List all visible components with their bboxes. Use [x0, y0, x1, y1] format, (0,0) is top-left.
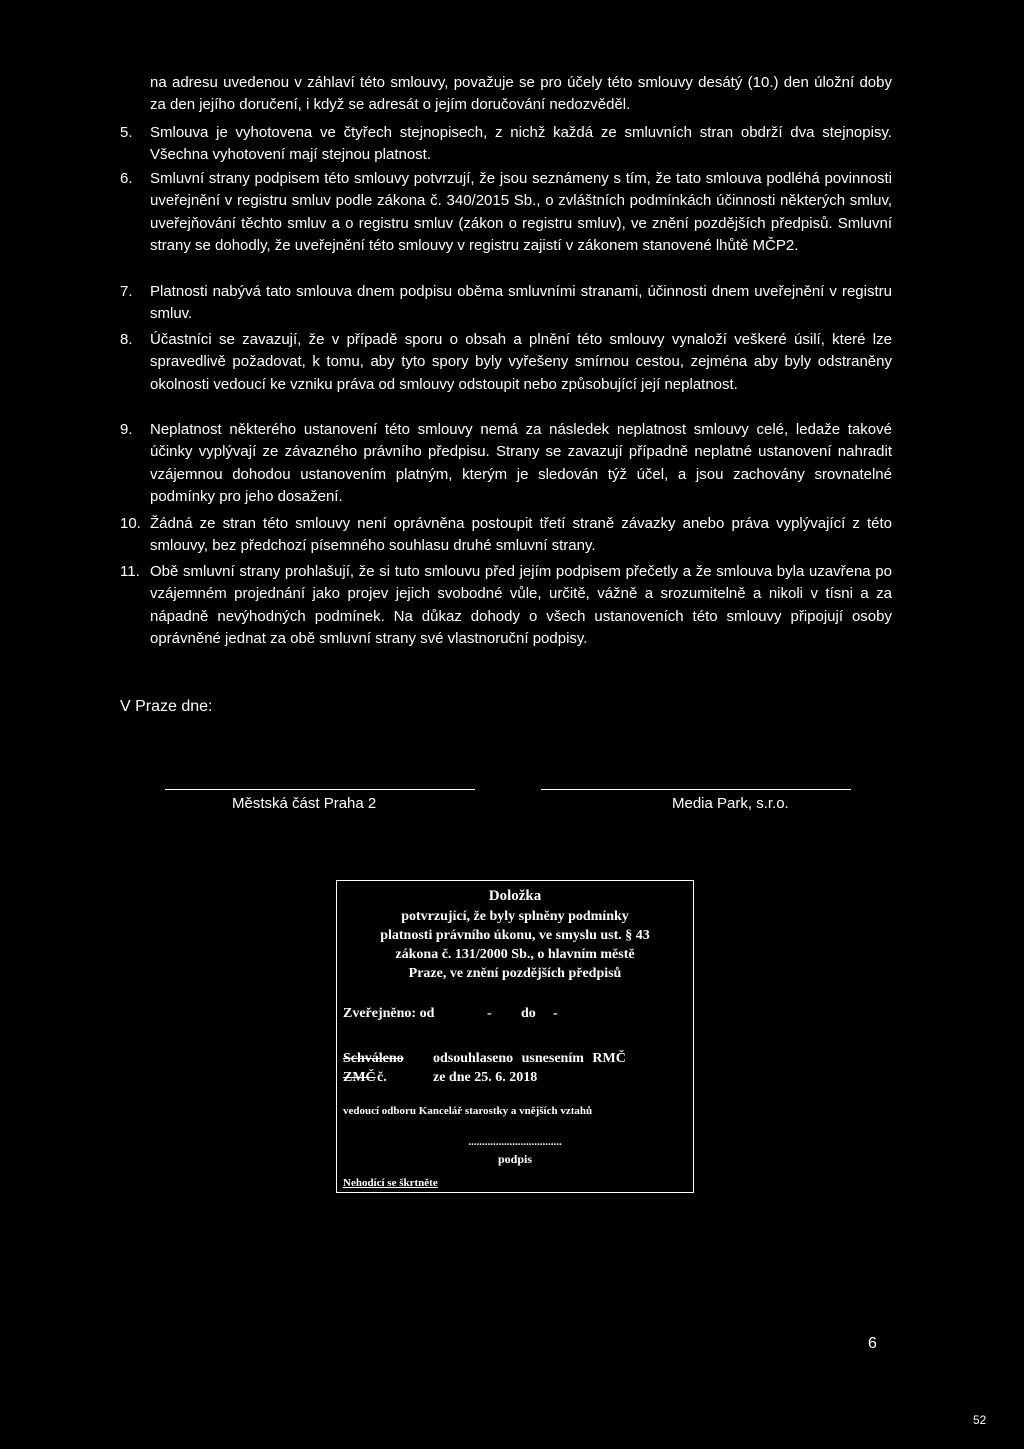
signature-line-right [541, 789, 851, 790]
clause-number: 9. [120, 421, 133, 438]
stamp-title: Doložka [488, 888, 542, 904]
published-to: do [521, 1006, 536, 1021]
published-dash: - [487, 1006, 492, 1021]
clause-text: Smlouva je vyhotovena ve čtyřech stejnopisech, z nichž každá ze smluvních stran obdrží dva stejnopisy. Všechna vyhotovení mají stejnou platnost. [150, 124, 892, 164]
clause-text: Žádná ze stran této smlouvy není oprávněna postoupit třetí straně závazky anebo práva vyplývající z této smlouvy, bez předchozí písemného souhlasu druhé smluvní strany. [150, 515, 892, 555]
zmc-struck: ZMČ [343, 1070, 376, 1085]
clause-text: Smluvní strany podpisem této smlouvy potvrzují, že jsou seznámeny s tím, že tato smlouva podléhá povinnosti uveřejnění v registru smluv podle zákona č. 340/2015 Sb., o zvláštních podmínkách účinnosti některých smluv, uveřejňování těchto smluv a o registru smluv (zákon o registru smluv), ve znění pozdějších předpisů. Smluvní strany se dohodly, že uveřejnění této smlouvy v registru zajistí v zákonem stanovené lhůtě MČP2. [150, 170, 892, 254]
zmc-number-label: č. [377, 1070, 387, 1085]
clause-text: Obě smluvní strany prohlašují, že si tuto smlouvu před jejím podpisem přečetly a že smlouva byla uzavřena po vzájemném projednání jako projev jejich svobodné vůle, určitě, vážně a srozumitelně a nikoli v tísni a za nápadně nevýhodných podmínek. Na důkaz dohody o všech ustanoveních této smlouvy připojují osoby oprávněné jednat za obě smluvní strany své vlastnoruční podpisy. [150, 563, 892, 647]
office-label: vedoucí odboru Kancelář starostky a vnějších vztahů [343, 1105, 593, 1117]
page-number: 6 [868, 1335, 877, 1352]
signatory-left: Městská část Praha 2 [232, 795, 377, 812]
clause-number: 8. [120, 331, 133, 348]
signatory-right: Media Park, s.r.o. [672, 795, 789, 812]
clause-text: Platnosti nabývá tato smlouva dnem podpisu oběma smluvními stranami, účinnosti dnem uveřejnění v registru smluv. [150, 283, 892, 323]
stamp-line: zákona č. 131/2000 Sb., o hlavním městě [395, 947, 635, 962]
stamp-line: Praze, ve znění pozdějších předpisů [408, 966, 622, 981]
stamp-line: potvrzující, že byly splněny podmínky [401, 909, 629, 924]
clause-number: 5. [120, 124, 133, 141]
signature-label: podpis [497, 1152, 533, 1166]
signature-line-left [165, 789, 475, 790]
scan-number: 52 [973, 1413, 987, 1427]
clause-number: 7. [120, 283, 133, 300]
continuation-paragraph: na adresu uvedenou v záhlaví této smlouvy, považuje se pro účely této smlouvy desátý (10.) den úložní doby za den jejího doručení, i když se adresát o jejím doručování nedozvěděl. [150, 74, 892, 114]
approved-text: odsouhlaseno usnesením RMČ [433, 1051, 626, 1066]
clause-text: Neplatnost některého ustanovení této smlouvy nemá za následek neplatnost smlouvy celé, ledaže takové účinky vyplývají ze závazného právního předpisu. Strany se zavazují případně neplatné ustanovení nahradit vzájemnou dohodou ustanovením platným, kterým je sledován týž účel, a jsou zachovány srovnatelné podmínky pro jeho dosažení. [150, 421, 892, 505]
clause-text: Účastníci se zavazují, že v případě sporu o obsah a plnění této smlouvy vynaloží veškeré úsilí, které lze spravedlivě požadovat, k tomu, aby tyto spory byly vyřešeny smírnou cestou, zejména aby byly odstraněny okolnosti vedoucí ke vzniku práva od smlouvy odstoupit nebo způsobující její neplatnost. [150, 331, 892, 393]
approval-stamp [336, 880, 694, 1193]
approved-struck: Schváleno [343, 1051, 404, 1066]
clause-number: 6. [120, 170, 133, 187]
strike-note: Nehodící se škrtněte [343, 1177, 438, 1189]
stamp-line: platnosti právního úkonu, ve smyslu ust. § 43 [380, 928, 650, 943]
clause-number: 11. [120, 563, 140, 580]
published-label: Zveřejněno: od [343, 1006, 435, 1021]
approval-date: ze dne 25. 6. 2018 [433, 1070, 538, 1085]
place-date-label: V Praze dne: [120, 698, 213, 715]
signature-dots: .................................. [468, 1136, 562, 1148]
published-dash: - [553, 1006, 558, 1021]
clause-number: 10. [120, 515, 141, 532]
